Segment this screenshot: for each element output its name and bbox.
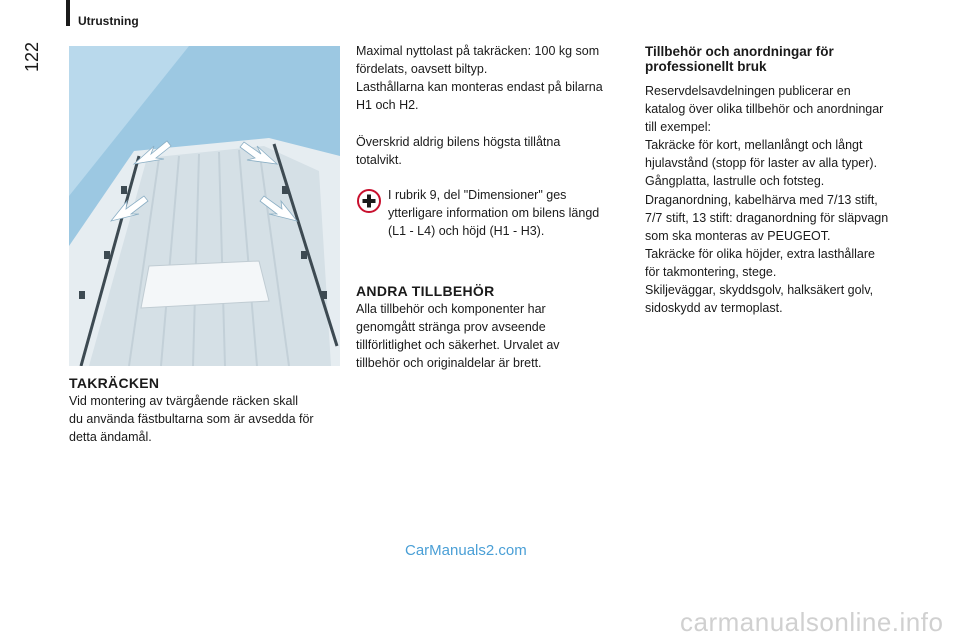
text-line: Gångplatta, lastrulle och fotsteg. bbox=[645, 174, 825, 188]
col1-line: du använda fästbultarna som är avsedda för bbox=[69, 412, 314, 426]
text-line: Alla tillbehör och komponenter har bbox=[356, 302, 546, 316]
col3-p1 bbox=[645, 82, 883, 136]
watermark-carmanualsonline: carmanualsonline.info bbox=[680, 607, 944, 637]
text-line: hjulavstånd (stopp för laster av alla typer). bbox=[645, 156, 878, 170]
text-line: genomgått stränga prov avseende bbox=[356, 320, 546, 334]
text-line: H1 och H2. bbox=[356, 98, 419, 112]
text-line: katalog över olika tillbehör och anordningar bbox=[645, 102, 884, 116]
text-line: Draganordning, kabelhärva med 7/13 stift, bbox=[645, 193, 878, 207]
col3-p3 bbox=[645, 172, 824, 190]
col2-p3 bbox=[356, 133, 560, 169]
heading-line: professionellt bruk bbox=[645, 59, 767, 74]
text-line: Överskrid aldrig bilens högsta tillåtna bbox=[356, 135, 561, 149]
text-line: tillbehör och originaldelar är brett. bbox=[356, 356, 542, 370]
text-line: för takmontering, stege. bbox=[645, 265, 777, 279]
text-line: Takräcke för kort, mellanlångt och långt bbox=[645, 138, 863, 152]
col3-p4 bbox=[645, 191, 888, 245]
page-number: 122 bbox=[22, 41, 42, 72]
text-line: Maximal nyttolast på takräcken: 100 kg som bbox=[356, 44, 600, 58]
roof-rack-illustration bbox=[69, 46, 340, 366]
col3-p2 bbox=[645, 136, 877, 172]
text-line: Takräcke för olika höjder, extra lasthållare bbox=[645, 247, 875, 261]
dimensions-note bbox=[388, 186, 599, 240]
header-bar bbox=[66, 0, 70, 26]
col3-p6 bbox=[645, 281, 873, 317]
col1-line: Vid montering av tvärgående räcken skall bbox=[69, 394, 299, 408]
text-line: tillförlitlighet och säkerhet. Urvalet av bbox=[356, 338, 560, 352]
text-line: (L1 - L4) och höjd (H1 - H3). bbox=[388, 224, 545, 238]
text-line: I rubrik 9, del "Dimensioner" ges bbox=[388, 188, 567, 202]
col2-p1 bbox=[356, 42, 599, 78]
text-line: ytterligare information om bilens längd bbox=[388, 206, 600, 220]
col2-p2 bbox=[356, 78, 603, 114]
text-line: Skiljeväggar, skyddsgolv, halksäkert golv, bbox=[645, 283, 874, 297]
text-line: fördelats, oavsett biltyp. bbox=[356, 62, 488, 76]
col3-p5 bbox=[645, 245, 875, 281]
info-plus-icon bbox=[357, 189, 381, 213]
heading-line: Tillbehör och anordningar för bbox=[645, 44, 834, 59]
section-title: Utrustning bbox=[78, 14, 139, 28]
col1-line: detta ändamål. bbox=[69, 430, 152, 444]
text-line: sidoskydd av termoplast. bbox=[645, 301, 783, 315]
text-line: totalvikt. bbox=[356, 153, 402, 167]
text-line: Lasthållarna kan monteras endast på bilarna bbox=[356, 80, 603, 94]
col2-accessories bbox=[356, 282, 560, 372]
takracken-heading: TAKRÄCKEN bbox=[69, 375, 160, 391]
andra-tillbehor-heading: ANDRA TILLBEHÖR bbox=[356, 283, 495, 299]
text-line: 7/7 stift, 13 stift: draganordning för släpvagn bbox=[645, 211, 889, 225]
text-line: som ska monteras av PEUGEOT. bbox=[645, 229, 831, 243]
watermark-carmanuals2[interactable]: CarManuals2.com bbox=[405, 542, 527, 559]
col3-heading bbox=[645, 44, 834, 74]
col1-block bbox=[69, 374, 314, 446]
text-line: Reservdelsavdelningen publicerar en bbox=[645, 84, 851, 98]
text-line: till exempel: bbox=[645, 120, 711, 134]
